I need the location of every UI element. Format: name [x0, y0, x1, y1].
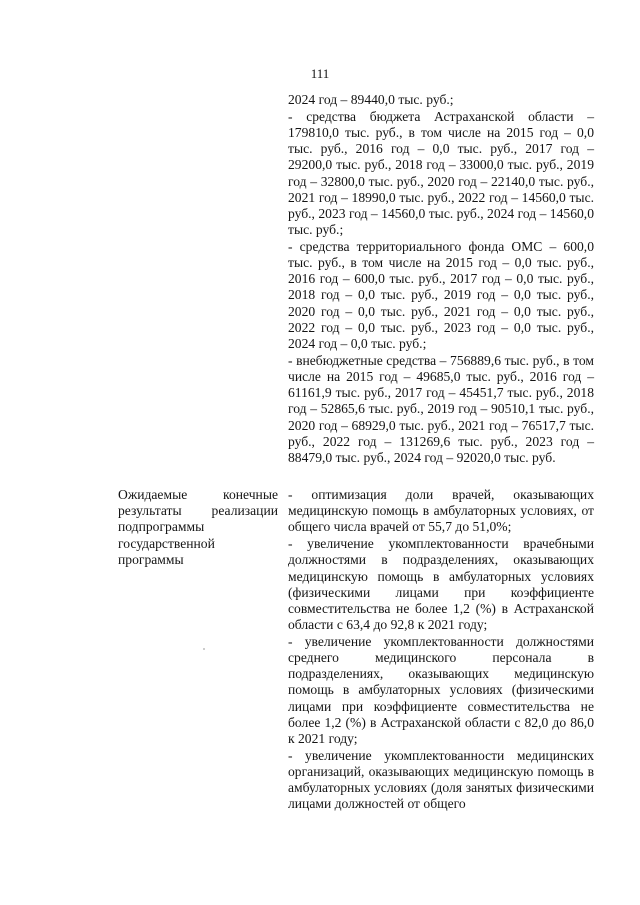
page-number: 111	[310, 66, 330, 81]
outcome-paragraph: - увеличение укомплектованности врачебными должностями в подразделениях, оказывающих медицинскую помощь в амбулаторных условиях (физическими лицами при коэффициенте совместительства не более 1,2 (%) в Астраханской области с 63,4 до 92,8 к 2021 году;	[288, 536, 594, 633]
funding-paragraph: 2024 год – 89440,0 тыс. руб.;	[288, 92, 454, 107]
outcome-paragraph: - увеличение укомплектованности медицинских организаций, оказывающих медицинскую помощь в амбулаторных условиях (доля занятых физическими лицами должностей от общего	[288, 747, 594, 812]
funding-paragraph: - средства территориального фонда ОМС – 600,0 тыс. руб., в том числе на 2015 год – 0,0 тыс. руб., 2016 год – 600,0 тыс. руб., 2017 год – 0,0 тыс. руб., 2018 год – 0,0 тыс. руб., 2019 год – 0,0 тыс. руб., 2020 год – 0,0 тыс. руб., 2021 год – 0,0 тыс. руб., 2022 год – 0,0 тыс. руб., 2023 год – 0,0 тыс. руб., 2024 год – 0,0 тыс. руб.;	[288, 238, 594, 352]
funding-paragraph: - внебюджетные средства – 756889,6 тыс. руб., в том числе на 2015 год – 49685,0 тыс. руб., 2016 год – 61161,9 тыс. руб., 2017 год – 45451,7 тыс. руб., 2018 год – 52865,6 тыс. руб., 2019 год – 90510,1 тыс. руб., 2020 год – 68929,0 тыс. руб., 2021 год – 76517,7 тыс. руб., 2022 год – 131269,6 тыс. руб., 2023 год – 88479,0 тыс. руб., 2024 год – 92020,0 тыс. руб.	[288, 352, 594, 465]
scan-speck	[203, 648, 205, 650]
funding-sources	[288, 92, 594, 467]
outcome-paragraph: - оптимизация доли врачей, оказывающих медицинскую помощь в амбулаторных условиях, от общего числа врачей от 55,7 до 51,0%;	[288, 487, 594, 535]
outcomes-label: Ожидаемые конечные результаты реализации подпрограммы государственной программы	[118, 487, 278, 567]
funding-paragraph: - средства бюджета Астраханской области – 179810,0 тыс. руб., в том числе на 2015 год – 0,0 тыс. руб., 2016 год – 0,0 тыс. руб., 2017 год – 29200,0 тыс. руб., 2018 год – 33000,0 тыс. руб., 2019 год – 32800,0 тыс. руб., 2020 год – 22140,0 тыс. руб., 2021 год – 18990,0 тыс. руб., 2022 год – 14560,0 тыс. руб., 2023 год – 14560,0 тыс. руб., 2024 год – 14560,0 тыс. руб.;	[288, 108, 594, 238]
outcomes-list	[288, 487, 594, 813]
outcome-paragraph: - увеличение укомплектованности должностями среднего медицинского персонала в подразделениях, оказывающих медицинскую помощь в амбулаторных условиях (физическими лицами при коэффициенте совместительства не более 1,2 (%) в Астраханской области с 82,0 до 86,0 к 2021 году;	[288, 633, 594, 747]
